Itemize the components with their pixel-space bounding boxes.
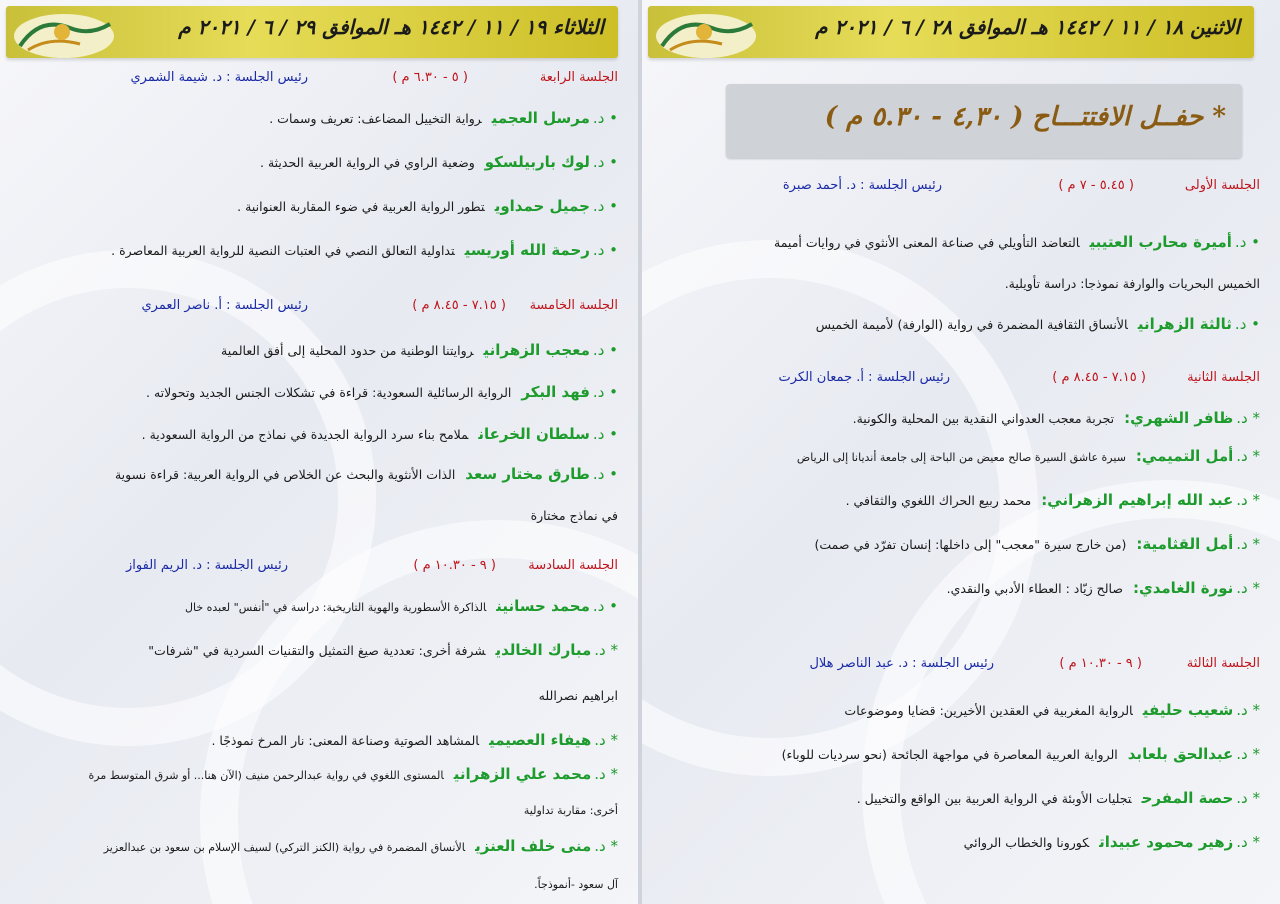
session-title: الجلسة السادسة bbox=[528, 558, 618, 573]
speaker-name: عبد الله إبراهيم الزهراني: bbox=[1041, 491, 1234, 509]
session-4-heading bbox=[14, 68, 618, 92]
paper-title: روايتنا الوطنية من حدود المحلية إلى أفق العالمية bbox=[221, 343, 474, 358]
session-2-heading bbox=[656, 368, 1260, 392]
list-item bbox=[660, 740, 1260, 769]
paper-title: تداولية التعالق النصي في العتبات النصية للرواية العربية المعاصرة . bbox=[111, 243, 455, 258]
bullet: * د. bbox=[1236, 491, 1260, 509]
list-item bbox=[660, 228, 1260, 257]
bullet: * د. bbox=[594, 837, 618, 855]
list-item bbox=[18, 336, 618, 365]
paper-title-continuation: أخرى: مقاربة تداولية bbox=[523, 804, 618, 817]
speaker-name: طارق مختار سعد bbox=[465, 465, 590, 483]
session-title: الجلسة الرابعة bbox=[539, 70, 618, 85]
session-time: ( ٧.١٥ - ٨.٤٥ م ) bbox=[1052, 370, 1146, 385]
list-item bbox=[18, 236, 618, 265]
session-chair: رئيس الجلسة : د. شيمة الشمري bbox=[130, 70, 308, 85]
session-chair: رئيس الجلسة : د. عبد الناصر هلال bbox=[809, 656, 994, 671]
speaker-name: مرسل العجمي bbox=[491, 109, 590, 127]
speaker-name: أمل القثامية: bbox=[1136, 535, 1234, 553]
paper-title: شرفة أخرى: تعددية صيغ التمثيل والتقنيات السردية في "شرفات" bbox=[148, 643, 486, 658]
bullet: * د. bbox=[1236, 701, 1260, 719]
paper-title: الأنساق المضمرة في رواية (الكنز التركي) لسيف الإسلام بن سعود بن عبدالعزيز bbox=[103, 841, 466, 854]
bullet: * د. bbox=[1236, 789, 1260, 807]
session-time: ( ٧.١٥ - ٨.٤٥ م ) bbox=[412, 298, 506, 313]
bullet: * د. bbox=[1236, 833, 1260, 851]
list-item bbox=[18, 760, 618, 790]
session-chair: رئيس الجلسة : أ. جمعان الكرت bbox=[778, 370, 950, 385]
monday-date-text: الاثنين ١٨ / ١١ / ١٤٤٢ هـ الموافق ٢٨ / ٦ / ٢٠٢١ م bbox=[815, 15, 1240, 39]
speaker-name: ثالثة الزهراني bbox=[1137, 315, 1232, 333]
speaker-name: سلطان الخرعان bbox=[478, 425, 590, 443]
paper-title: (من خارج سيرة "معجب" إلى داخلها: إنسان تفرّد في صمت) bbox=[814, 537, 1127, 552]
list-item bbox=[660, 486, 1260, 515]
list-item bbox=[18, 636, 618, 665]
session-time: ( ٥.٤٥ - ٧ م ) bbox=[1058, 178, 1134, 193]
bullet: • د. bbox=[592, 597, 618, 615]
monday-date-header bbox=[648, 6, 1254, 58]
paper-title: الذات الأنثوية والبحث عن الخلاص في الرواية العربية: قراءة نسوية bbox=[114, 467, 456, 482]
bullet: • د. bbox=[592, 341, 618, 359]
tuesday-date-text: الثلاثاء ١٩ / ١١ / ١٤٤٢ هـ الموافق ٢٩ / ٦ / ٢٠٢١ م bbox=[178, 15, 604, 39]
list-item bbox=[660, 530, 1260, 559]
session-6-heading bbox=[14, 556, 618, 580]
list-item bbox=[660, 828, 1260, 857]
list-item bbox=[660, 310, 1260, 339]
speaker-name: زهير محمود عبيدات bbox=[1099, 833, 1234, 851]
paper-title: صالح زيّاد : العطاء الأدبي والنقدي. bbox=[946, 581, 1123, 596]
session-chair: رئيس الجلسة : د. أحمد صبرة bbox=[782, 178, 942, 193]
list-item bbox=[18, 104, 618, 133]
bullet: * د. bbox=[1236, 745, 1260, 763]
opening-ceremony-text: * حفــل الافتتـــاح ( ٤,٣٠ - ٥.٣٠ م ) bbox=[824, 102, 1226, 132]
session-chair: رئيس الجلسة : أ. ناصر العمري bbox=[141, 298, 308, 313]
paper-title: محمد ربيع الحراك اللغوي والثقافي . bbox=[845, 493, 1032, 508]
speaker-name: رحمة الله أوريسي bbox=[464, 241, 590, 259]
bullet: • د. bbox=[1234, 233, 1260, 251]
speaker-name: شعيب حليفي bbox=[1142, 701, 1234, 719]
paper-title-continuation: آل سعود -أنموذجاً. bbox=[534, 878, 618, 891]
session-time: ( ٥ - ٦.٣٠ م ) bbox=[392, 70, 468, 85]
list-item bbox=[660, 442, 1260, 472]
speaker-name: فهد البكر bbox=[521, 383, 590, 401]
speaker-name: محمد حسانين bbox=[496, 597, 590, 615]
paper-title: تجليات الأوبئة في الرواية العربية بين الواقع والتخييل . bbox=[856, 791, 1132, 806]
speaker-name: جميل حمداوي bbox=[494, 197, 590, 215]
list-item bbox=[660, 404, 1260, 433]
tuesday-date-header bbox=[6, 6, 618, 58]
list-item bbox=[18, 832, 618, 862]
list-item bbox=[18, 460, 618, 489]
session-title: الجلسة الثالثة bbox=[1186, 656, 1260, 671]
opening-ceremony-banner bbox=[726, 84, 1242, 158]
session-title: الجلسة الخامسة bbox=[529, 298, 618, 313]
bullet: • د. bbox=[592, 197, 618, 215]
speaker-name: منى خلف العنزي bbox=[475, 837, 592, 855]
paper-title: الأنساق الثقافية المضمرة في رواية (الوارفة) لأميمة الخميس bbox=[815, 317, 1128, 332]
list-item bbox=[660, 696, 1260, 725]
list-item bbox=[18, 192, 618, 221]
bullet: * د. bbox=[1236, 579, 1260, 597]
paper-title-continuation: ابراهيم نصرالله bbox=[538, 688, 618, 703]
paper-title: الرواية العربية المعاصرة في مواجهة الجائحة (نحو سرديات للوباء) bbox=[781, 747, 1118, 762]
bullet: • د. bbox=[592, 383, 618, 401]
paper-title: تجربة معجب العدواني النقدية بين المحلية والكونية. bbox=[852, 411, 1115, 426]
session-time: ( ٩ - ١٠.٣٠ م ) bbox=[413, 558, 496, 573]
paper-title: الذاكرة الأسطورية والهوية التاريخية: دراسة في "أنفس" لعبده خال bbox=[184, 601, 487, 614]
speaker-name: أمل التميمي: bbox=[1135, 447, 1234, 465]
speaker-name: هيفاء العصيمي bbox=[489, 731, 592, 749]
paper-title: تطور الرواية العربية في ضوء المقاربة العنوانية . bbox=[237, 199, 485, 214]
paper-title: المستوى اللغوي في رواية عبدالرحمن منيف (الآن هنا... أو شرق المتوسط مرة bbox=[88, 769, 444, 782]
paper-title-continuation: الخميس البحريات والوارفة نموذجا: دراسة تأويلية. bbox=[1004, 276, 1260, 291]
session-title: الجلسة الأولى bbox=[1184, 178, 1260, 193]
speaker-name: لوك باربيلسكو bbox=[484, 153, 590, 171]
paper-title: وضعية الراوي في الرواية العربية الحديثة . bbox=[260, 155, 475, 170]
paper-title: كورونا والخطاب الروائي bbox=[963, 835, 1090, 850]
bullet: • د. bbox=[592, 241, 618, 259]
list-item bbox=[18, 726, 618, 755]
speaker-name: مبارك الخالدي bbox=[495, 641, 592, 659]
speaker-name: ظافر الشهري: bbox=[1124, 409, 1234, 427]
paper-title: ملامح بناء سرد الرواية الجديدة في نماذج من الرواية السعودية . bbox=[141, 427, 469, 442]
bullet: * د. bbox=[594, 731, 618, 749]
paper-title: سيرة عاشق السيرة صالح معيض من الباحة إلى جامعة أنديانا إلى الرياض bbox=[796, 451, 1126, 464]
paper-title-continuation: في نماذج مختارة bbox=[530, 508, 618, 523]
bullet: * د. bbox=[594, 641, 618, 659]
session-title: الجلسة الثانية bbox=[1187, 370, 1260, 385]
list-item bbox=[660, 784, 1260, 813]
list-item bbox=[18, 148, 618, 177]
bullet: • د. bbox=[592, 109, 618, 127]
list-item bbox=[18, 592, 618, 622]
bullet: • د. bbox=[592, 425, 618, 443]
paper-title: رواية التخييل المضاعف: تعريف وسمات . bbox=[269, 111, 482, 126]
paper-title: المشاهد الصوتية وصناعة المعنى: نار المرخ نموذجًا . bbox=[211, 733, 480, 748]
session-time: ( ٩ - ١٠.٣٠ م ) bbox=[1059, 656, 1142, 671]
forum-logo-icon bbox=[652, 6, 760, 62]
bullet: • د. bbox=[592, 153, 618, 171]
bullet: * د. bbox=[1236, 409, 1260, 427]
speaker-name: عبدالحق بلعابد bbox=[1127, 745, 1234, 763]
bullet: * د. bbox=[594, 765, 618, 783]
paper-title: الرواية المغربية في العقدين الأخيرين: قضايا وموضوعات bbox=[844, 703, 1133, 718]
session-chair: رئيس الجلسة : د. الريم الفواز bbox=[126, 558, 288, 573]
bullet: * د. bbox=[1236, 447, 1260, 465]
speaker-name: حصة المفرح bbox=[1141, 789, 1234, 807]
speaker-name: محمد علي الزهراني bbox=[453, 765, 592, 783]
bullet: * د. bbox=[1236, 535, 1260, 553]
list-item bbox=[660, 574, 1260, 603]
list-item bbox=[18, 378, 618, 407]
session-3-heading bbox=[656, 654, 1260, 678]
forum-logo-icon bbox=[10, 6, 118, 62]
list-item bbox=[18, 420, 618, 449]
paper-title: الرواية الرسائلية السعودية: قراءة في تشكلات الجنس الجديد وتحولاته . bbox=[146, 385, 512, 400]
speaker-name: نورة الغامدي: bbox=[1132, 579, 1234, 597]
paper-title: التعاضد التأويلي في صناعة المعنى الأنثوي في روايات أميمة bbox=[774, 235, 1080, 250]
bullet: • د. bbox=[592, 465, 618, 483]
session-5-heading bbox=[14, 296, 618, 320]
speaker-name: أميرة محارب العتيبي bbox=[1089, 233, 1232, 251]
session-1-heading bbox=[656, 176, 1260, 200]
monday-column bbox=[642, 0, 1280, 904]
speaker-name: معجب الزهراني bbox=[483, 341, 590, 359]
bullet: • د. bbox=[1234, 315, 1260, 333]
tuesday-column bbox=[0, 0, 638, 904]
